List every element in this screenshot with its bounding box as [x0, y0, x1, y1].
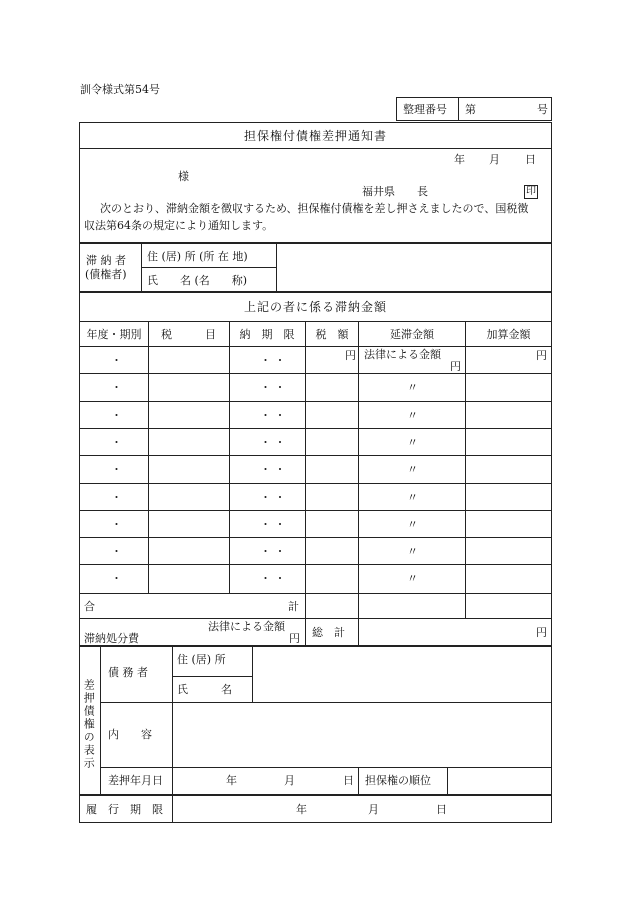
row-year-dot: ・ [111, 517, 122, 531]
row-due-dots: ・ ・ [260, 490, 286, 504]
reference-label: 整理番号 [403, 103, 447, 116]
notice-year: 年 [454, 153, 465, 166]
col-header-late-fee: 延滞金額 [390, 328, 434, 341]
row-late-legal: 法律による金額 [364, 348, 441, 361]
row-due-dots: ・ ・ [260, 572, 286, 586]
seizure-date-month: 月 [284, 774, 295, 787]
row-year-dot: ・ [111, 490, 122, 504]
row-due-dots: ・ ・ [260, 545, 286, 559]
delinquent-name-label: 氏 名 (名 称) [147, 274, 248, 287]
row-year-dot: ・ [111, 381, 122, 395]
row-late-ditto: 〃 [407, 408, 418, 422]
deadline-year: 年 [296, 803, 307, 816]
notice-body-line2: 収法第64条の規定により通知します。 [84, 219, 274, 232]
row-late-unit: 円 [450, 360, 461, 373]
row-due-dots: ・ ・ [260, 435, 286, 449]
row-add-unit: 円 [536, 349, 547, 362]
amount-section-title: 上記の者に係る滞納金額 [243, 300, 387, 314]
deadline-day: 日 [436, 803, 447, 816]
reference-number-box [396, 97, 552, 121]
issuer-title: 福井県 長 [362, 185, 428, 198]
row-tax-unit: 円 [345, 349, 356, 362]
form-code: 訓令様式第54号 [80, 83, 160, 96]
col-header-due-date: 納 期 限 [239, 328, 295, 341]
row-late-ditto: 〃 [407, 490, 418, 504]
row-due-dots: ・ ・ [260, 354, 286, 367]
reference-prefix: 第 [465, 103, 476, 116]
seizure-date-day: 日 [343, 774, 354, 787]
row-year-dot: ・ [111, 354, 122, 367]
row-year-dot: ・ [111, 572, 122, 586]
reference-suffix: 号 [537, 103, 548, 116]
seizure-address-label: 住 (居) 所 [177, 653, 226, 666]
notice-month: 月 [489, 153, 500, 166]
seizure-name-label: 氏 名 [177, 683, 232, 696]
row-year-dot: ・ [111, 463, 122, 477]
row-due-dots: ・ ・ [260, 463, 286, 477]
row-late-ditto: 〃 [407, 435, 418, 449]
col-header-year: 年度・期別 [86, 328, 142, 341]
notice-day: 日 [525, 153, 536, 166]
total-label-right: 計 [288, 600, 299, 613]
total-label-left: 合 [84, 600, 95, 613]
col-header-tax-amount: 税 額 [315, 328, 349, 341]
seizure-date-label: 差押年月日 [108, 774, 163, 787]
fee-legal-unit: 円 [289, 632, 300, 645]
seizure-side-label: 差押債権の表示 [82, 679, 96, 770]
col-header-additional-fee: 加算金額 [486, 328, 531, 341]
row-late-ditto: 〃 [407, 545, 418, 559]
grand-total-unit: 円 [536, 626, 547, 639]
form-title: 担保権付債権差押通知書 [243, 129, 387, 143]
deadline-month: 月 [368, 803, 379, 816]
addressee-honorific: 様 [178, 170, 189, 183]
row-late-ditto: 〃 [407, 381, 418, 395]
row-late-ditto: 〃 [407, 572, 418, 586]
notice-form [79, 122, 552, 823]
seizure-content-label: 内 容 [108, 728, 152, 741]
grand-total-label: 総 計 [312, 626, 345, 639]
seal-mark: 印 [526, 186, 536, 197]
seizure-date-year: 年 [226, 774, 237, 787]
row-late-ditto: 〃 [407, 517, 418, 531]
delinquent-label-line1: 滞 納 者 [86, 254, 126, 267]
delinquent-address-label: 住 (居) 所 (所 在 地) [147, 250, 248, 263]
row-year-dot: ・ [111, 545, 122, 559]
row-due-dots: ・ ・ [260, 517, 286, 531]
deadline-label: 履 行 期 限 [86, 803, 163, 816]
seizure-rank-label: 担保権の順位 [365, 774, 431, 787]
row-year-dot: ・ [111, 435, 122, 449]
seizure-debtor-label: 債 務 者 [108, 666, 148, 679]
row-due-dots: ・ ・ [260, 381, 286, 395]
notice-body-line1: 次のとおり、滞納金額を徴収するため、担保権付債権を差し押さえましたので、国税徴 [100, 202, 529, 215]
row-due-dots: ・ ・ [260, 408, 286, 422]
col-header-tax-item: 税 目 [161, 328, 216, 341]
delinquent-label-line2: (債権者) [85, 268, 127, 281]
row-year-dot: ・ [111, 408, 122, 422]
row-late-ditto: 〃 [407, 463, 418, 477]
fee-label: 滞納処分費 [84, 632, 139, 645]
fee-legal-amount: 法律による金額 [208, 620, 285, 633]
